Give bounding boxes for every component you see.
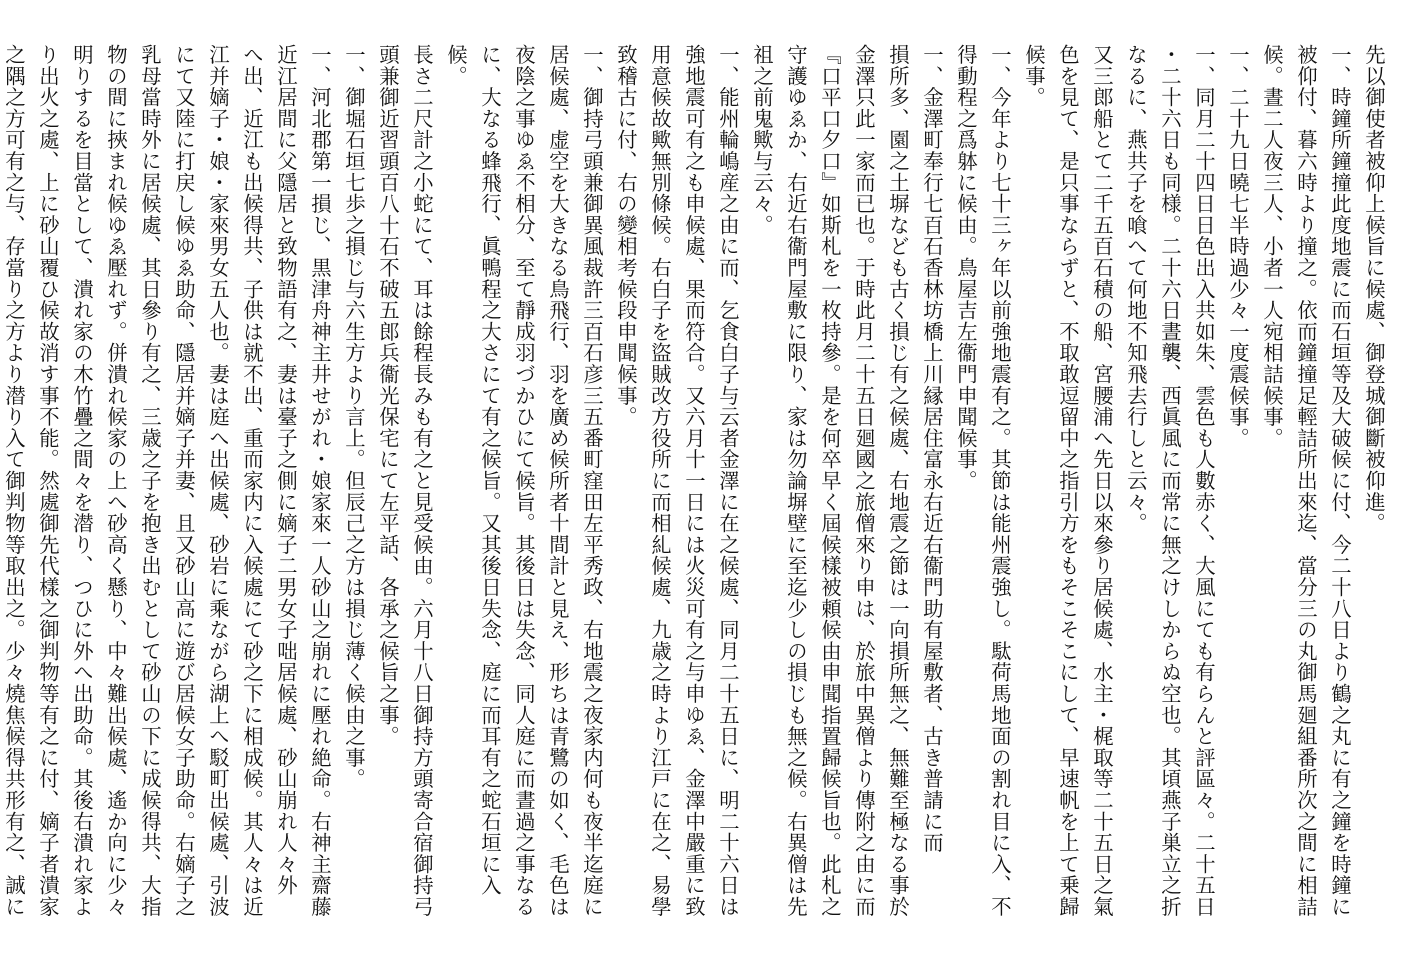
text-column: 守護ゆゑか、右近右衞門屋敷に限り、家は勿論塀壁に至迄少しの損じも無之候。右異僧は先 xyxy=(784,44,808,918)
text-column: に、大なる蜂飛行、眞鴨程之大さにて有之候旨。又其後日失念、庭に而耳有之蛇石垣に入候。 xyxy=(444,44,502,896)
text-column: 用意候故歟無別條候。右白子を盜賊改方役所に而相糺候處、九歳之時より江戸に在之、易學 xyxy=(648,44,672,918)
text-column: 長さ二尺計之小蛇にて、耳は餘程長みも有之と見受候由。六月十八日御持方頭寄合宿御持弓 xyxy=(410,44,434,918)
text-column: 一、御堀石垣七歩之損じ与六生方より言上。但辰己之方は損じ薄く候由之事。 xyxy=(342,44,366,790)
text-column: 居候處、虚空を大きなる鳥飛行、羽を廣め候所者十間計と見え、形ちは青鷺の如く、毛色は xyxy=(546,44,570,918)
text-column: 一、能州輪嶋産之由に而、乞食白子与云者金澤に在之候處、同月二十五日に、明二十六日は xyxy=(716,44,740,918)
text-column: 近江居間に父隱居と致物語有之、妻は臺子之側に嫡子二男女子咄居候處、砂山崩れ人々外 xyxy=(274,44,298,896)
text-column: 乳母當時外に居候處、其日參り有之、三歳之子を抱き出むとして砂山の下に成候得共、大指 xyxy=(138,44,162,918)
text-column: 先以御使者被仰上候旨に候處、御登城御斷被仰進。 xyxy=(1362,44,1386,534)
text-column: 一、二十九日曉七半時過少々一度震候事。 xyxy=(1226,44,1250,449)
text-column: へ出、近江も出候得共、子供は就不出、重而家内に入候處にて砂之下に相成候。其人々は近 xyxy=(240,44,264,918)
text-column: 又三郎船とて二千五百石積の船、宮腰浦へ先日以來參り居候處、水主・梶取等二十五日之氣 xyxy=(1090,44,1114,918)
vertical-text-block xyxy=(2,44,1391,936)
text-column: 一、時鐘所鐘撞此度地震に而石垣等及大破候に付、今二十八日より鶴之丸に有之鐘を時鐘に xyxy=(1328,44,1352,918)
text-column: にて又陸に打戻し候ゆゑ助命、隱居并嫡子并妻、且又砂山高に遊び居候女子助命。右嫡子之 xyxy=(172,44,196,918)
text-column: ・二十六日も同様。二十六日晝襲、西眞風に而常に無之けしからぬ空也。其頃燕子巣立之折 xyxy=(1158,44,1182,918)
text-column: 頭兼御近習頭百八十石不破五郎兵衞光保宅にて左平話、各承之候旨之事。 xyxy=(376,44,400,747)
text-column: 一、今年より七十三ヶ年以前強地震有之。其節は能州震強し。駄荷馬地面の割れ目に入、不 xyxy=(988,44,1012,918)
text-column: 候事。 xyxy=(1022,44,1046,108)
text-column: 損所多、園之土塀なども古く損じ有之候處、右地震之節は一向損所無之、無難至極なる事於 xyxy=(886,44,910,918)
text-column: り出火之處、上に砂山覆ひ候故消す事不能。然處御先代樣之御判物等有之に付、嫡子者潰家 xyxy=(36,44,60,918)
text-column: 金澤只此一家而已也。于時此月二十五日廻國之旅僧來り申は、於旅中異僧より傳附之由に而 xyxy=(852,44,876,918)
text-column: 致稽古に付、右の變相考候段申聞候事。 xyxy=(614,44,638,428)
text-column: 之隅之方可有之与、存當り之方より潜り入て御判物等取出之。少々燒焦候得共形有之、誠に xyxy=(2,44,26,918)
text-column: 候。晝二人夜三人、小者一人宛相詰候事。 xyxy=(1260,44,1284,449)
text-column: 強地震可有之も申候處、果而符合。又六月十一日には火災可有之与申ゆゑ、金澤中嚴重に致 xyxy=(682,44,706,918)
text-column: 一、金澤町奉行七百石香林坊橋上川縁居住富永右近右衞門助有屋敷者、古き普請に而 xyxy=(920,44,944,854)
text-column: 被仰付、暮六時より撞之。依而鐘撞足輕詰所出來迄、當分三の丸御馬廻組番所次之間に相詰 xyxy=(1294,44,1318,918)
text-column: 一、御持弓頭兼御異風裁許三百石彦三五番町窪田左平秀政、右地震之夜家内何も夜半迄庭に xyxy=(580,44,604,918)
text-column: 一、同月二十四日日色出入共如朱、雲色も人數赤く、大風にても有らんと評區々。二十五日 xyxy=(1192,44,1216,918)
text-column: 一、河北郡第一損じ、黒津舟神主井せがれ・娘家來一人砂山之崩れに壓れ絶命。右神主齋藤 xyxy=(308,44,332,918)
text-column: 祖之前鬼歟与云々。 xyxy=(750,44,774,236)
text-column: 得動程之爲躰に候由。鳥屋吉左衞門申聞候事。 xyxy=(954,44,978,492)
text-column: 明りするを目當として、潰れ家の木竹疊之間々を潜り、つひに外へ出助命。其後右潰れ家よ xyxy=(70,44,94,918)
text-column: 『口平口夕口』如斯札を一枚持參。是を何卒早く屆候樣被頼候由申聞指置歸候旨也。此札之 xyxy=(818,44,842,918)
text-column: 物の間に挾まれ候ゆゑ壓れず。併潰れ候家の上へ砂高く懸り、中々難出候處、遙か向に少々 xyxy=(104,44,128,918)
text-column: 江并嫡子・娘・家來男女五人也。妻は庭へ出候處、砂岩に乘ながら湖上へ駁町出候處、引波 xyxy=(206,44,230,918)
text-column: 色を見て、是只事ならずと、不取敢逗留中之指引方をもそこそこにして、早速帆を上て乗歸 xyxy=(1056,44,1080,918)
text-column: 夜陰之事ゆゑ不相分、至て靜成羽づかひにて候旨。其後日は失念、同人庭に而晝過之事なる xyxy=(512,44,536,918)
text-column: なるに、燕共子を喰へて何地不知飛去行しと云々。 xyxy=(1124,44,1148,534)
